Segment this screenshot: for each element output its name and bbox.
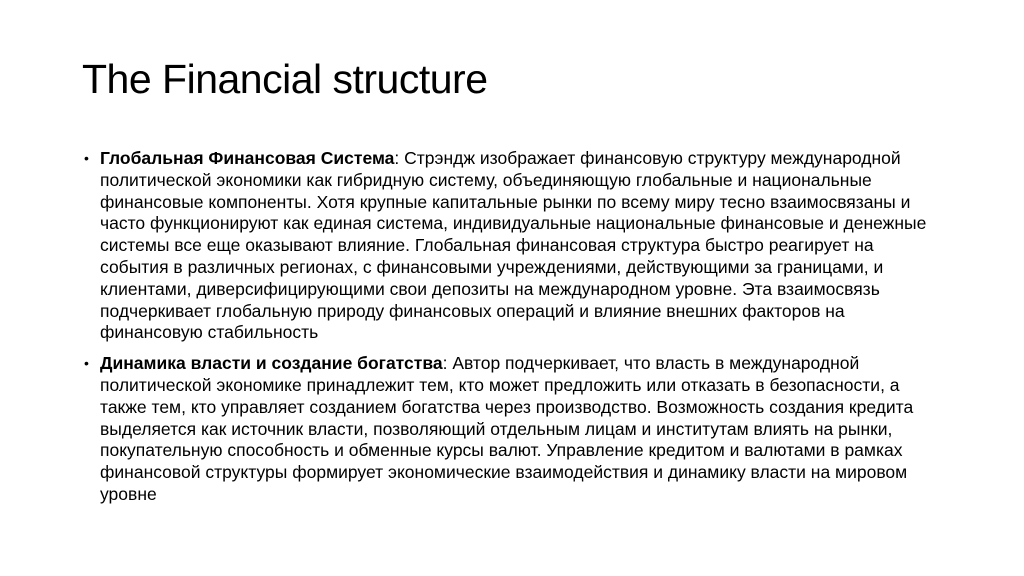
- bullet-body: Автор подчеркивает, что власть в международной политической экономике принадлежит тем, кто может предложить или отказать в безопасности, а также тем, кто управляет созданием богатства через производство. Возможность создания кредита выделяется как источник власти, позволяющий отдельным лицам и институтам влиять на рынки, покупательную способность и обменные курсы валют. Управление кредитом и валютами в рамках финансовой структуры формирует экономические взаимодействия и динамику власти на мировом уровне: [100, 353, 914, 504]
- bullet-icon: •: [84, 355, 89, 372]
- bullet-head: Динамика власти и создание богатства: [100, 353, 443, 374]
- bullet-separator: :: [394, 148, 405, 168]
- slide-title: The Financial structure: [82, 56, 488, 102]
- list-item: [84, 148, 936, 344]
- bullet-list: [84, 148, 936, 515]
- list-item: [84, 353, 936, 506]
- bullet-paragraph: [100, 148, 936, 344]
- bullet-body: Стрэндж изображает финансовую структуру международной политической экономики как гибридную систему, объединяющую глобальные и национальные финансовые компоненты. Хотя крупные капитальные рынки по всему миру тесно взаимосвязаны и часто функционируют как единая система, индивидуальные национальные финансовые и денежные системы все еще оказывают влияние. Глобальная финансовая структура быстро реагирует на события в различных регионах, с финансовыми учреждениями, действующими за границами, и клиентами, диверсифицирующими свои депозиты на международном уровне. Эта взаимосвязь подчеркивает глобальную природу финансовых операций и влияние внешних факторов на финансовую стабильность: [100, 148, 927, 343]
- bullet-head: Глобальная Финансовая Система: [100, 148, 395, 168]
- bullet-paragraph: [100, 353, 936, 506]
- bullet-icon: •: [84, 150, 89, 166]
- bullet-separator: :: [442, 353, 453, 374]
